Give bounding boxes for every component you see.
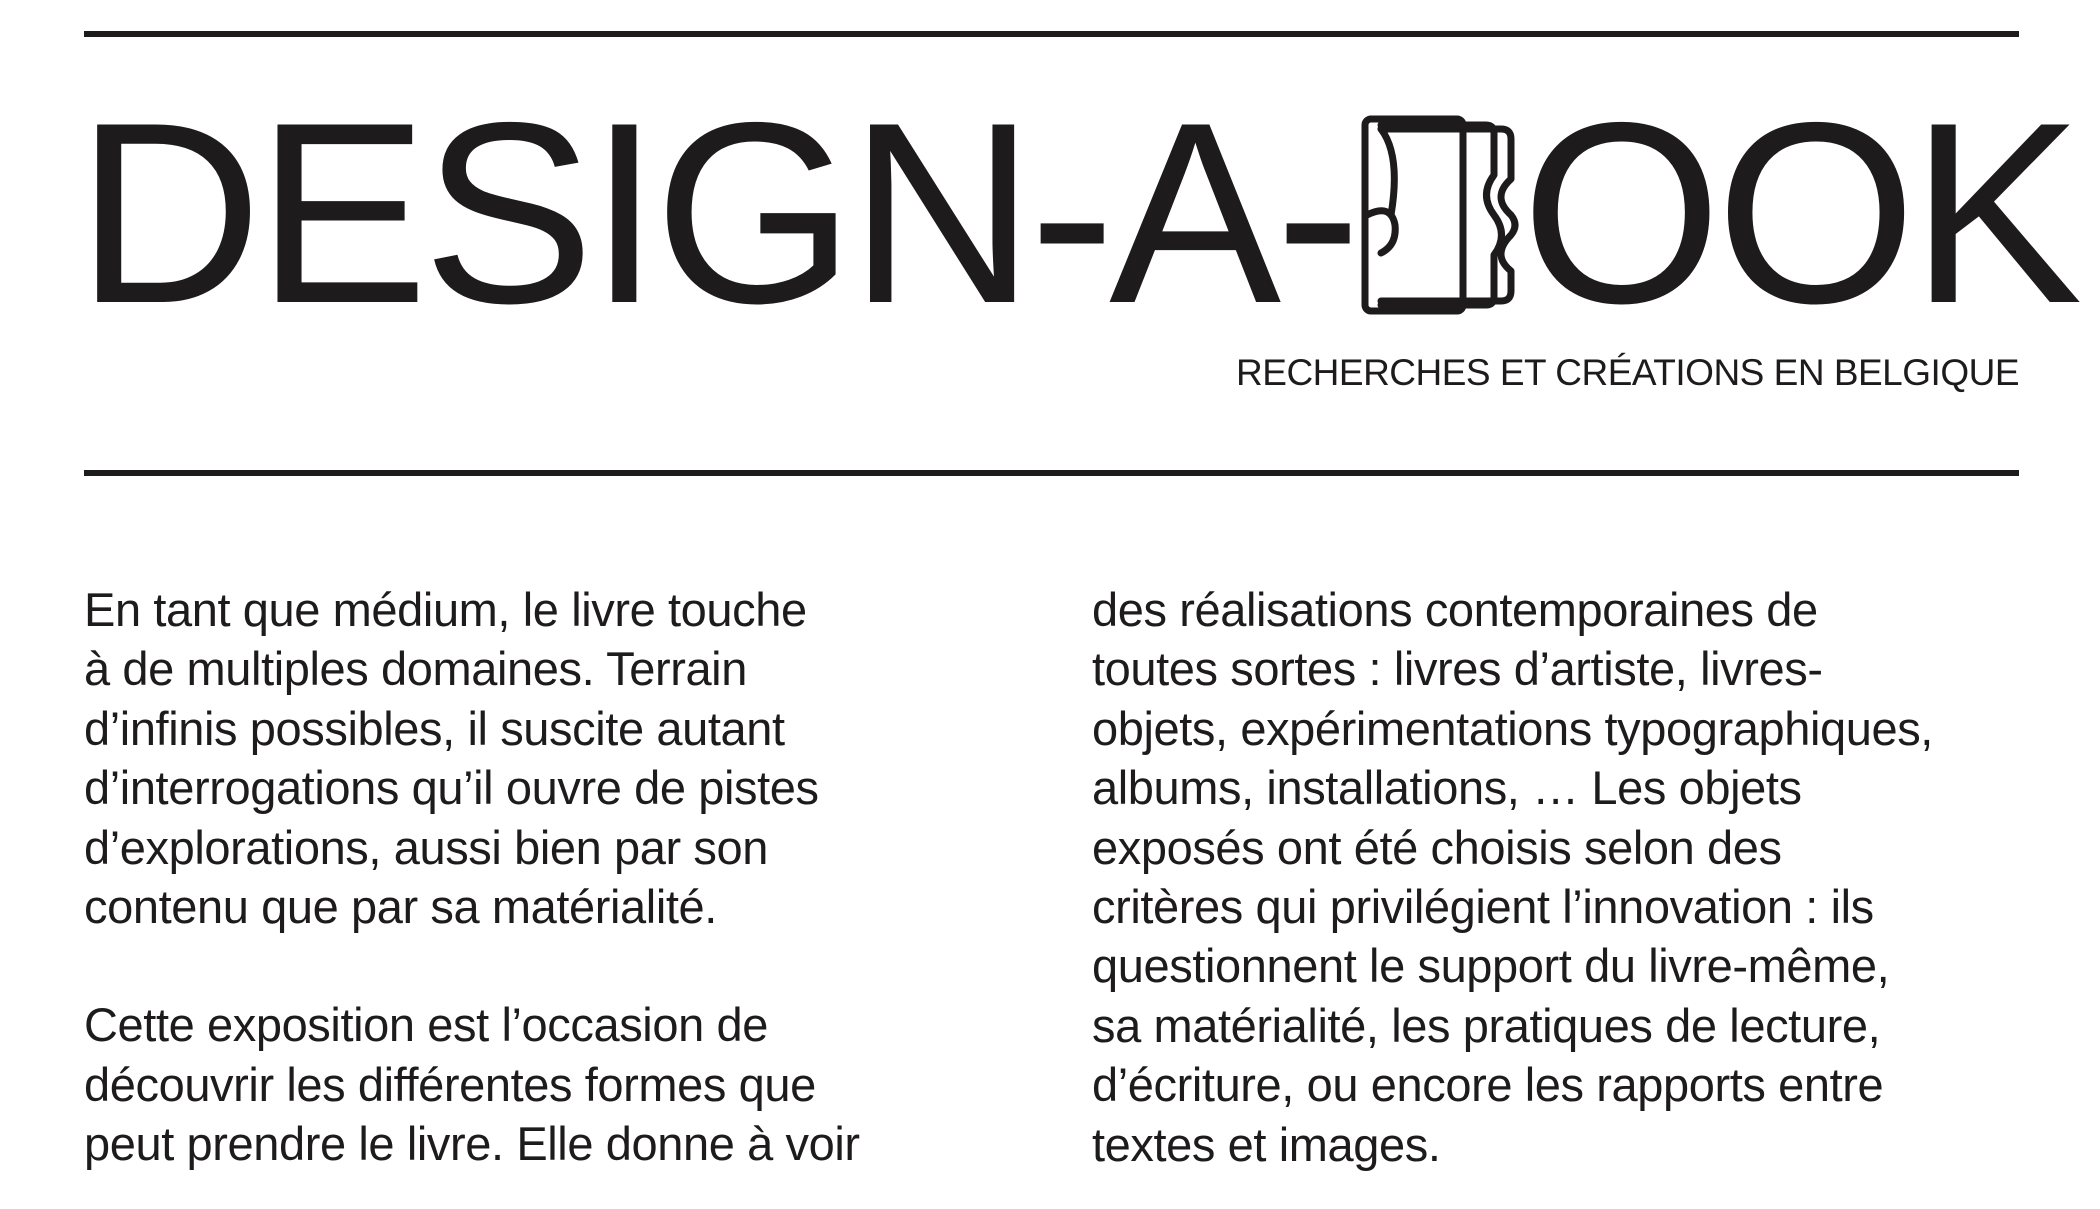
subtitle: RECHERCHES ET CRÉATIONS EN BELGIQUE [1236, 352, 2019, 393]
paragraph: des réalisations contemporaines de toutes sortes : livres d’artiste, livres- objets, expérimentations typographiques, albums, installations, … Les objets exposés ont été choisis selon des critères qui privilégient l’innovation : ils questionnent le support du livre-même, sa matérialité, les pratiques de lecture, d’écriture, ou encore les rapports entre textes et images. [1092, 583, 1933, 1171]
section-rule [84, 470, 2019, 476]
masthead-title [76, 68, 2077, 357]
open-book-icon [1361, 115, 1519, 315]
paragraph: Cette exposition est l’occasion de découvrir les différentes formes que peut prendre le livre. Elle donne à voir [84, 998, 860, 1171]
title-start: DESIGN-A- [76, 68, 1356, 357]
text-column-left [84, 580, 984, 1174]
title-end: OOK [1521, 68, 2077, 357]
paragraph: En tant que médium, le livre touche à de multiples domaines. Terrain d’infinis possibles, il suscite autant d’interrogations qu’il ouvre de pistes d’explorations, aussi bien par son contenu que par sa matérialité. [84, 583, 819, 934]
text-column-right [1092, 580, 2052, 1174]
top-rule [84, 31, 2019, 37]
